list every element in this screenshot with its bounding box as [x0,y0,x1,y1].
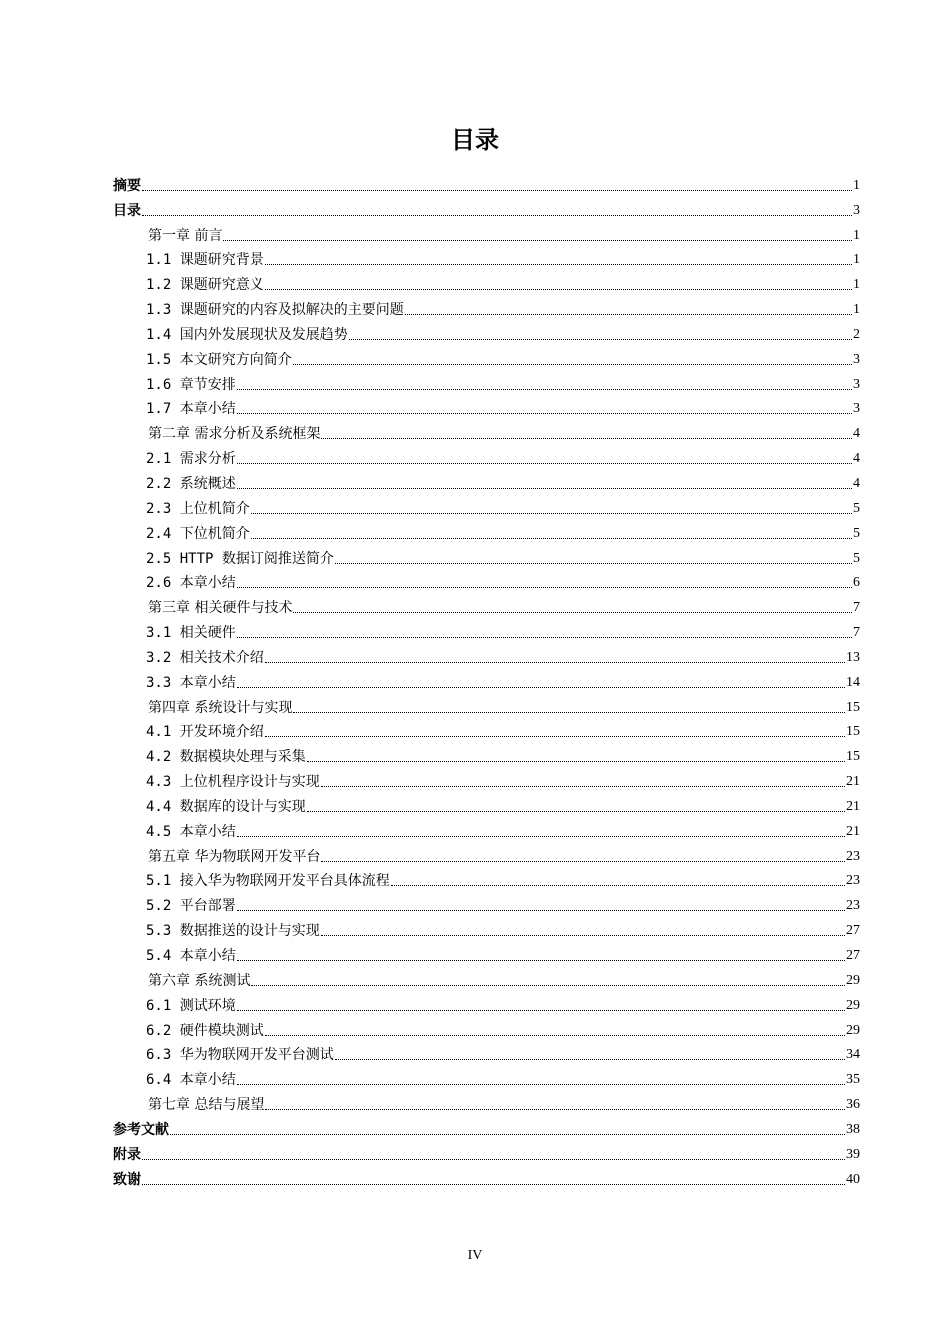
toc-dot-leader [293,612,852,613]
toc-dot-leader [170,1134,845,1135]
toc-entry-page-number: 29 [846,972,860,988]
toc-entry-page-number: 36 [846,1097,860,1113]
toc-entry-label: 第二章 需求分析及系统框架 [148,426,321,443]
toc-dot-leader [265,736,845,737]
toc-entry[interactable] [113,494,860,519]
toc-dot-leader [251,513,852,514]
toc-dot-leader [265,1035,845,1036]
toc-entry-label: 6.4 本章小结 [146,1072,236,1089]
toc-dot-leader [237,1010,845,1011]
toc-dot-leader [237,587,852,588]
toc-entry-label: 6.3 华为物联网开发平台测试 [146,1047,334,1064]
toc-entry[interactable] [113,1016,860,1041]
toc-entry[interactable] [113,345,860,370]
toc-entry-label: 第五章 华为物联网开发平台 [148,848,321,865]
toc-entry-label: 6.1 测试环境 [146,997,236,1014]
toc-entry-page-number: 27 [846,923,860,939]
toc-dot-leader [307,811,845,812]
toc-entry[interactable] [113,419,860,444]
toc-dot-leader [321,935,845,936]
toc-dot-leader [307,761,845,762]
toc-entry[interactable] [113,1140,860,1165]
toc-entry-label: 4.2 数据模块处理与采集 [146,749,306,766]
toc-dot-leader [237,1084,845,1085]
toc-entry-page-number: 5 [853,525,860,541]
toc-dot-leader [237,463,852,464]
toc-entry-label: 第六章 系统测试 [148,972,251,989]
toc-entry-page-number: 29 [846,997,860,1013]
toc-entry-label: 1.4 国内外发展现状及发展趋势 [146,326,348,343]
toc-entry-page-number: 1 [853,302,860,318]
toc-entry[interactable] [113,295,860,320]
toc-entry[interactable] [113,444,860,469]
toc-entry-page-number: 29 [846,1022,860,1038]
toc-entry-label: 5.4 本章小结 [146,948,236,964]
toc-entry-label: 3.2 相关技术介绍 [146,649,264,666]
toc-dot-leader [321,861,845,862]
toc-entry[interactable] [113,693,860,718]
toc-entry-page-number: 1 [853,227,860,243]
toc-entry-label: 2.2 系统概述 [146,475,236,492]
toc-entry-page-number: 27 [846,948,860,963]
table-of-contents [113,171,860,1190]
toc-dot-leader [405,314,852,315]
toc-dot-leader [237,488,852,489]
toc-entry-label: 5.2 平台部署 [146,898,236,915]
toc-entry[interactable] [113,767,860,792]
toc-dot-leader [237,836,845,837]
toc-entry[interactable] [113,643,860,668]
toc-dot-leader [293,712,845,713]
toc-entry-page-number: 13 [846,649,860,665]
toc-entry[interactable] [113,941,860,966]
toc-entry-label: 第七章 总结与展望 [148,1097,265,1114]
toc-entry-label: 参考文献 [113,1121,169,1138]
toc-entry-page-number: 23 [846,848,860,864]
toc-entry-page-number: 4 [853,475,860,491]
toc-dot-leader [265,662,845,663]
toc-entry[interactable] [113,221,860,246]
toc-entry-page-number: 15 [846,699,860,715]
toc-entry-page-number: 1 [853,177,860,193]
toc-dot-leader [142,215,852,216]
toc-entry[interactable] [113,1115,860,1140]
toc-dot-leader [265,264,852,265]
toc-entry-label: 3.1 相关硬件 [146,625,236,642]
toc-entry[interactable] [113,718,860,743]
toc-dot-leader [293,364,852,365]
toc-entry[interactable] [113,270,860,295]
toc-entry-label: 第三章 相关硬件与技术 [148,600,293,617]
toc-entry-label: 6.2 硬件模块测试 [146,1022,264,1039]
toc-entry[interactable] [113,1041,860,1066]
toc-dot-leader [142,1184,845,1185]
toc-entry-label: 3.3 本章小结 [146,674,236,691]
toc-entry-label: 4.3 上位机程序设计与实现 [146,774,320,791]
toc-dot-leader [251,985,845,986]
toc-entry[interactable] [113,991,860,1016]
footer-page-number: IV [467,1248,483,1263]
toc-entry-label: 第一章 前言 [148,227,223,244]
toc-entry[interactable] [113,1065,860,1090]
toc-entry-label: 目录 [113,202,141,219]
toc-dot-leader [321,786,845,787]
toc-entry[interactable] [113,966,860,991]
toc-entry-page-number: 4 [853,426,860,442]
toc-entry[interactable] [113,569,860,594]
toc-entry[interactable] [113,395,860,420]
toc-entry[interactable] [113,469,860,494]
toc-entry-page-number: 3 [853,351,860,367]
toc-entry-page-number: 15 [846,749,860,765]
toc-dot-leader [335,563,852,564]
toc-entry-page-number: 21 [846,774,860,790]
toc-dot-leader [251,538,852,539]
toc-entry-label: 4.4 数据库的设计与实现 [146,798,306,815]
toc-entry[interactable] [113,593,860,618]
toc-entry-label: 1.3 课题研究的内容及拟解决的主要问题 [146,302,404,319]
toc-dot-leader [237,637,852,638]
toc-dot-leader [142,190,852,191]
toc-entry-page-number: 15 [846,724,860,740]
toc-entry-page-number: 3 [853,401,860,417]
toc-dot-leader [335,1059,845,1060]
toc-dot-leader [265,289,852,290]
toc-entry[interactable] [113,916,860,941]
toc-entry[interactable] [113,668,860,693]
toc-entry-label: 2.3 上位机简介 [146,500,250,517]
toc-entry-page-number: 3 [853,202,860,218]
toc-entry[interactable] [113,817,860,842]
toc-entry-page-number: 1 [853,252,860,268]
toc-dot-leader [142,1159,845,1160]
toc-dot-leader [321,438,852,439]
toc-entry-label: 2.1 需求分析 [146,451,236,468]
toc-entry[interactable] [113,867,860,892]
toc-entry[interactable] [113,618,860,643]
toc-entry-page-number: 2 [853,326,860,342]
toc-entry-page-number: 23 [846,873,860,889]
toc-entry-label: 2.5 HTTP 数据订阅推送简介 [146,550,334,567]
toc-entry[interactable] [113,544,860,569]
toc-entry-label: 5.3 数据推送的设计与实现 [146,923,320,940]
toc-entry-label: 1.6 章节安排 [146,376,236,393]
toc-entry-label: 1.7 本章小结 [146,401,236,418]
toc-entry-label: 1.1 课题研究背景 [146,252,264,269]
toc-dot-leader [237,960,845,961]
toc-entry-page-number: 6 [853,575,860,591]
toc-entry-label: 摘要 [113,177,141,194]
toc-entry[interactable] [113,370,860,395]
toc-entry[interactable] [113,742,860,767]
toc-entry[interactable] [113,320,860,345]
toc-entry-label: 第四章 系统设计与实现 [148,699,293,716]
toc-entry[interactable] [113,196,860,221]
toc-entry-page-number: 7 [853,600,860,616]
toc-entry-label: 4.1 开发环境介绍 [146,724,264,741]
toc-dot-leader [237,910,845,911]
toc-entry-page-number: 7 [853,625,860,641]
toc-entry-page-number: 5 [853,550,860,566]
toc-entry-page-number: 39 [846,1146,860,1162]
toc-entry-label: 1.5 本文研究方向简介 [146,351,292,368]
toc-entry-page-number: 4 [853,451,860,467]
toc-entry-label: 附录 [113,1146,141,1163]
toc-entry[interactable] [113,171,860,196]
toc-dot-leader [237,687,845,688]
toc-entry-page-number: 21 [846,823,860,839]
toc-entry-page-number: 40 [846,1171,860,1187]
toc-entry-label: 2.4 下位机简介 [146,525,250,542]
toc-entry-page-number: 38 [846,1121,860,1137]
toc-entry-label: 4.5 本章小结 [146,823,236,840]
page-title: 目录 [451,126,499,154]
toc-entry-label: 致谢 [113,1171,141,1188]
toc-entry[interactable] [113,246,860,271]
toc-dot-leader [391,885,845,886]
toc-entry-page-number: 3 [853,376,860,392]
toc-dot-leader [237,389,852,390]
toc-entry[interactable] [113,519,860,544]
toc-entry[interactable] [113,1090,860,1115]
toc-entry[interactable] [113,1165,860,1190]
toc-entry-page-number: 35 [846,1072,860,1088]
toc-entry[interactable] [113,792,860,817]
toc-entry[interactable] [113,842,860,867]
toc-entry-label: 1.2 课题研究意义 [146,277,264,294]
toc-dot-leader [265,1109,845,1110]
toc-entry-page-number: 1 [853,277,860,293]
toc-entry-label: 5.1 接入华为物联网开发平台具体流程 [146,873,390,890]
toc-entry-page-number: 21 [846,798,860,814]
toc-entry-page-number: 14 [846,674,860,690]
toc-dot-leader [237,413,852,414]
toc-entry-label: 2.6 本章小结 [146,575,236,592]
toc-entry-page-number: 23 [846,898,860,914]
toc-entry-page-number: 5 [853,500,860,516]
toc-entry-page-number: 34 [846,1047,860,1063]
toc-entry[interactable] [113,891,860,916]
toc-dot-leader [223,240,852,241]
toc-dot-leader [349,339,852,340]
